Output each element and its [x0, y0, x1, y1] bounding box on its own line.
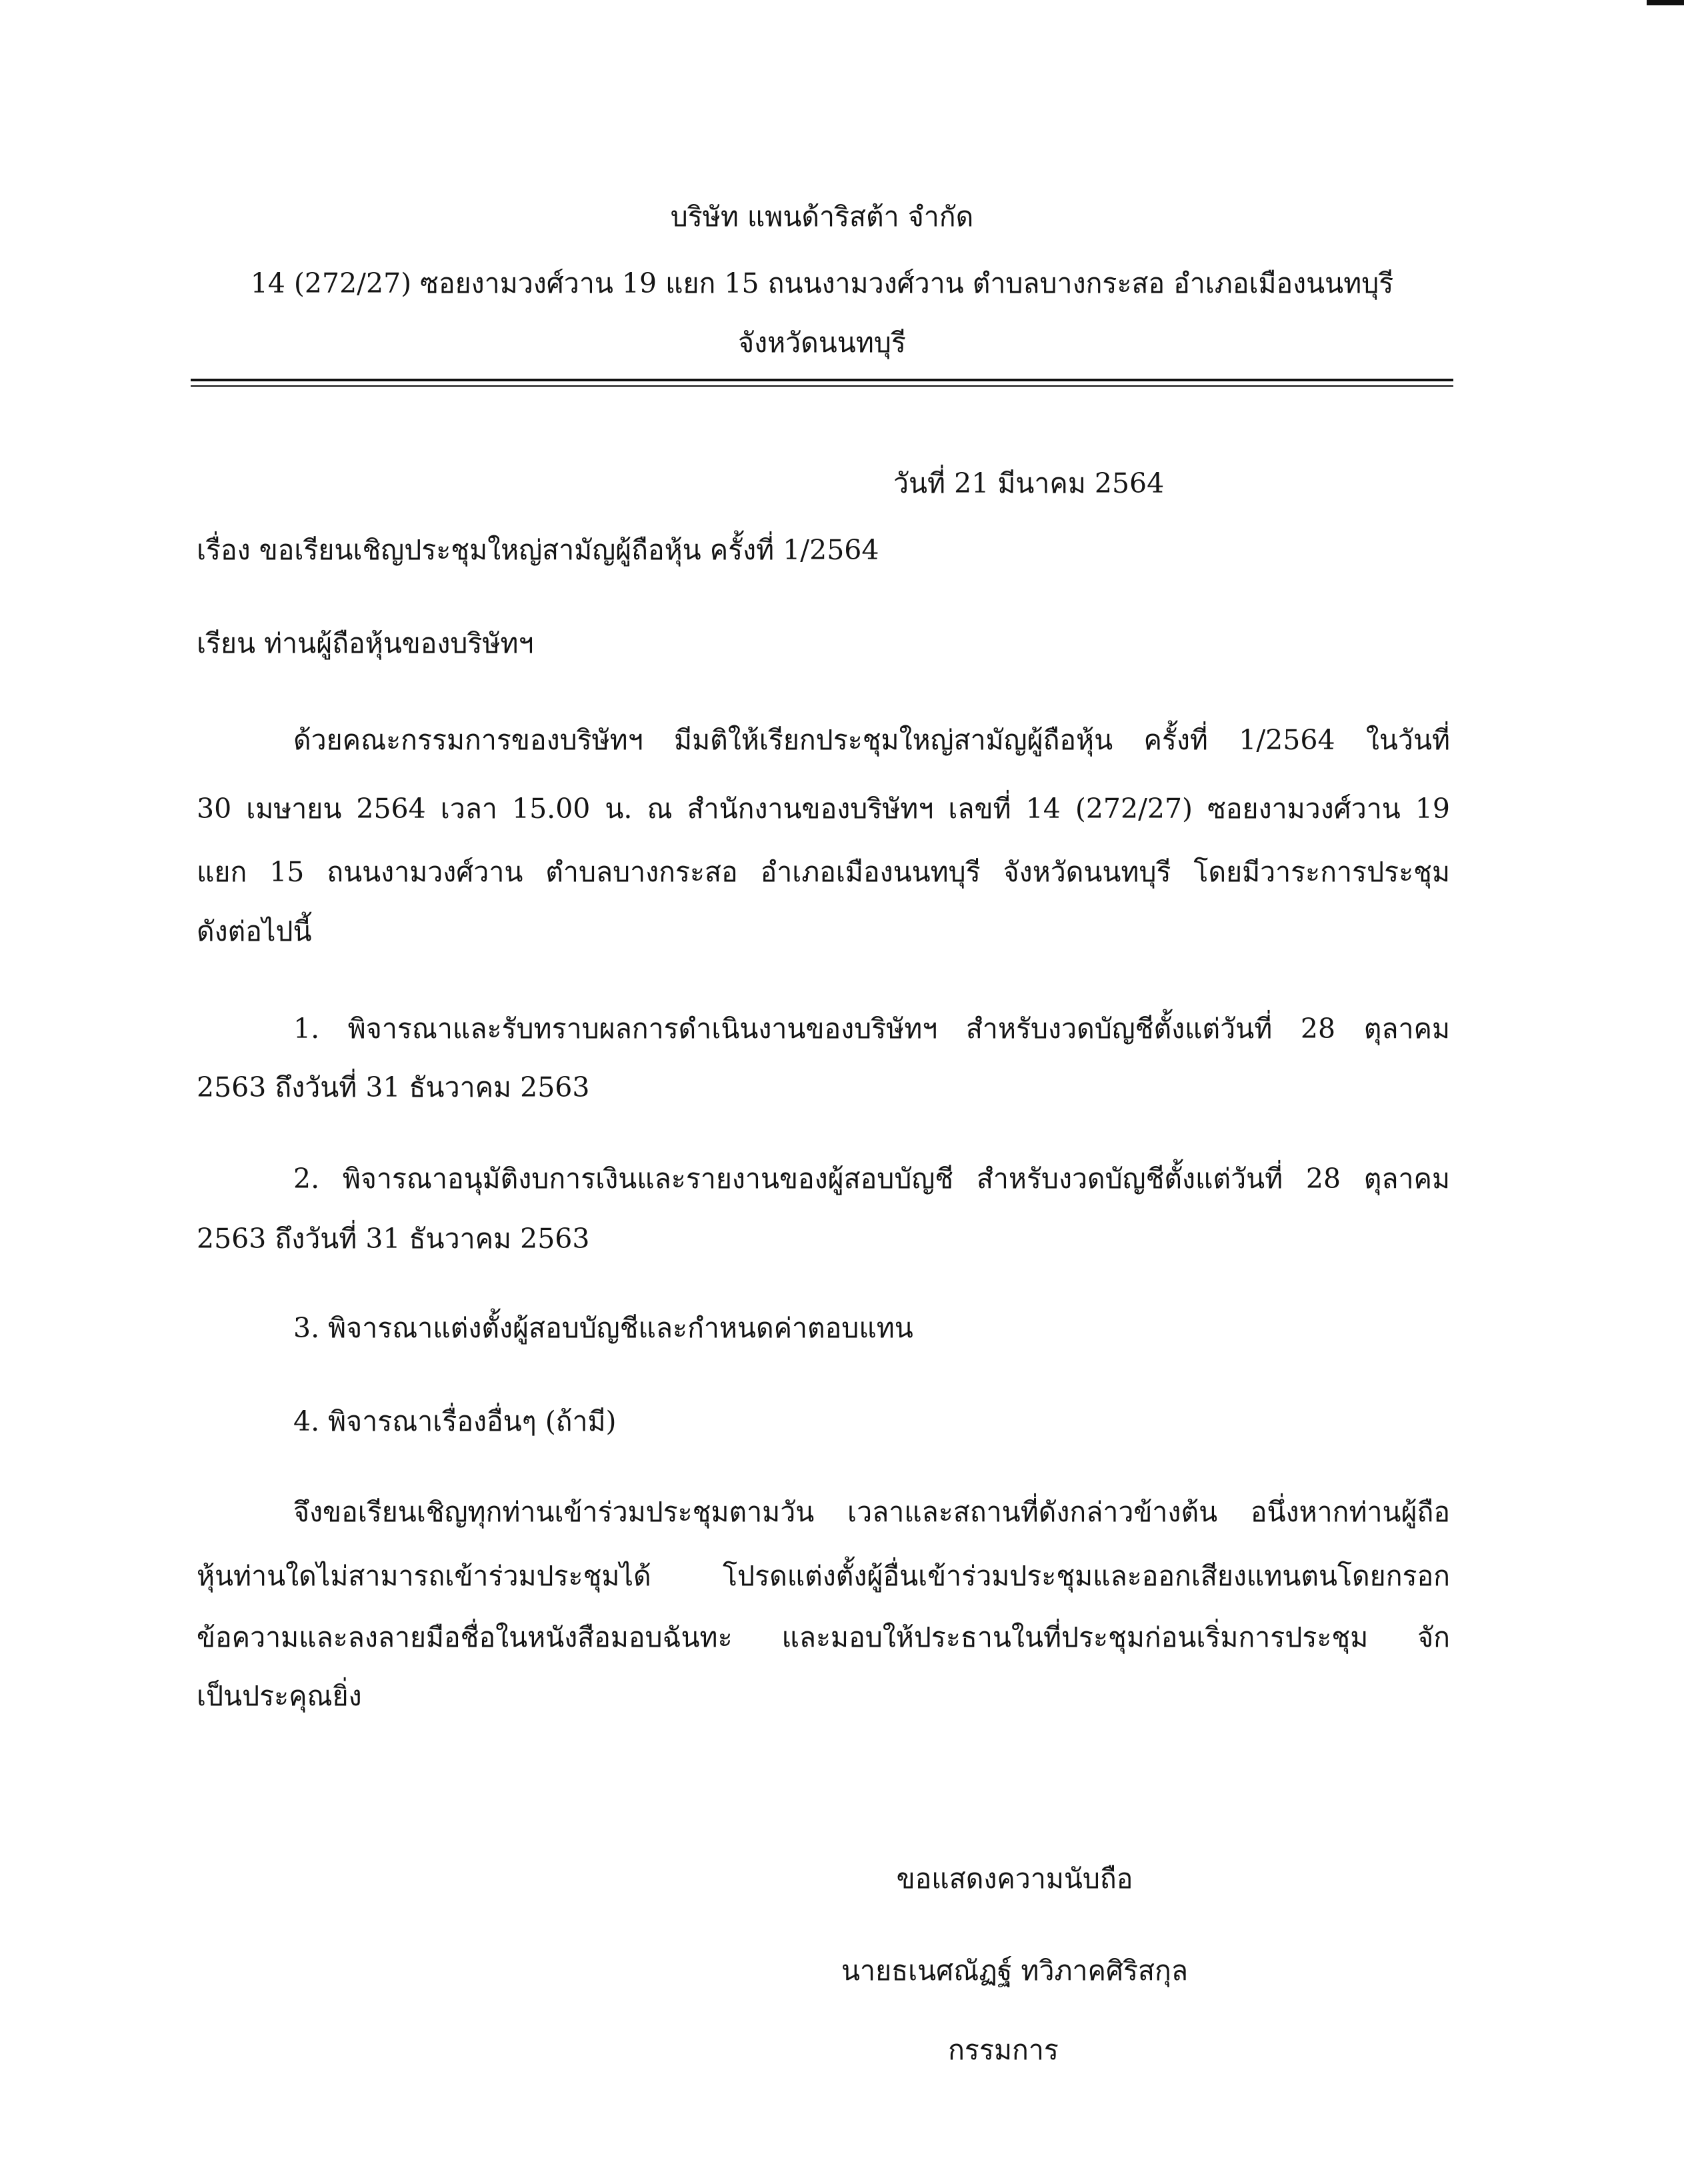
header-divider-top — [191, 379, 1453, 381]
header-divider-bottom — [191, 385, 1453, 387]
agenda-item-2-line-1: 2. พิจารณาอนุมัติงบการเงินและรายงานของผู้สอบบัญชี สำหรับงวดบัญชีตั้งแต่วันที่ 28 ตุลาคม — [293, 1163, 1450, 1195]
closing-line-4: เป็นประคุณยิ่ง — [197, 1680, 362, 1712]
signature-regards: ขอแสดงความนับถือ — [896, 1863, 1133, 1895]
agenda-item-1-line-1: 1. พิจารณาและรับทราบผลการดำเนินงานของบริษัทฯ สำหรับงวดบัญชีตั้งแต่วันที่ 28 ตุลาคม — [293, 1013, 1450, 1045]
agenda-item-3: 3. พิจารณาแต่งตั้งผู้สอบบัญชีและกำหนดค่าตอบแทน — [293, 1312, 913, 1344]
letter-subject: เรื่อง ขอเรียนเชิญประชุมใหญ่สามัญผู้ถือหุ้น ครั้งที่ 1/2564 — [197, 534, 879, 566]
letter-salutation: เรียน ท่านผู้ถือหุ้นของบริษัทฯ — [197, 627, 534, 659]
closing-line-3: ข้อความและลงลายมือชื่อในหนังสือมอบฉันทะ และมอบให้ประธานในที่ประชุมก่อนเริ่มการประชุม จัก — [197, 1621, 1450, 1653]
signature-name: นายธเนศณัฏฐ์ ทวิภาคศิริสกุล — [841, 1955, 1188, 1987]
intro-line-4: ดังต่อไปนี้ — [197, 915, 312, 947]
scan-corner-mark — [1647, 0, 1684, 5]
company-address-line-2: จังหวัดนนทบุรี — [738, 327, 906, 359]
letter-date: วันที่ 21 มีนาคม 2564 — [893, 467, 1165, 499]
intro-line-1: ด้วยคณะกรรมการของบริษัทฯ มีมติให้เรียกประชุมใหญ่สามัญผู้ถือหุ้น ครั้งที่ 1/2564 ในวันที่ — [293, 724, 1450, 756]
intro-line-2: 30 เมษายน 2564 เวลา 15.00 น. ณ สำนักงานของบริษัทฯ เลขที่ 14 (272/27) ซอยงามวงศ์วาน 19 — [197, 793, 1450, 825]
company-name: บริษัท แพนด้าริสต้า จำกัด — [670, 201, 974, 233]
agenda-item-1-line-2: 2563 ถึงวันที่ 31 ธันวาคม 2563 — [197, 1071, 590, 1103]
intro-line-3: แยก 15 ถนนงามวงศ์วาน ตำบลบางกระสอ อำเภอเมืองนนทบุรี จังหวัดนนทบุรี โดยมีวาระการประชุม — [197, 856, 1450, 888]
closing-line-2: หุ้นท่านใดไม่สามารถเข้าร่วมประชุมได้ โปรดแต่งตั้งผู้อื่นเข้าร่วมประชุมและออกเสียงแทนตนโดยกรอก — [197, 1560, 1450, 1592]
closing-line-1: จึงขอเรียนเชิญทุกท่านเข้าร่วมประชุมตามวัน เวลาและสถานที่ดังกล่าวข้างต้น อนึ่งหากท่านผู้ถือ — [293, 1496, 1450, 1528]
agenda-item-4: 4. พิจารณาเรื่องอื่นๆ (ถ้ามี) — [293, 1405, 617, 1437]
company-address-line-1: 14 (272/27) ซอยงามวงศ์วาน 19 แยก 15 ถนนงามวงศ์วาน ตำบลบางกระสอ อำเภอเมืองนนทบุรี — [250, 267, 1394, 299]
agenda-item-2-line-2: 2563 ถึงวันที่ 31 ธันวาคม 2563 — [197, 1223, 590, 1255]
signature-position: กรรมการ — [948, 2034, 1059, 2066]
